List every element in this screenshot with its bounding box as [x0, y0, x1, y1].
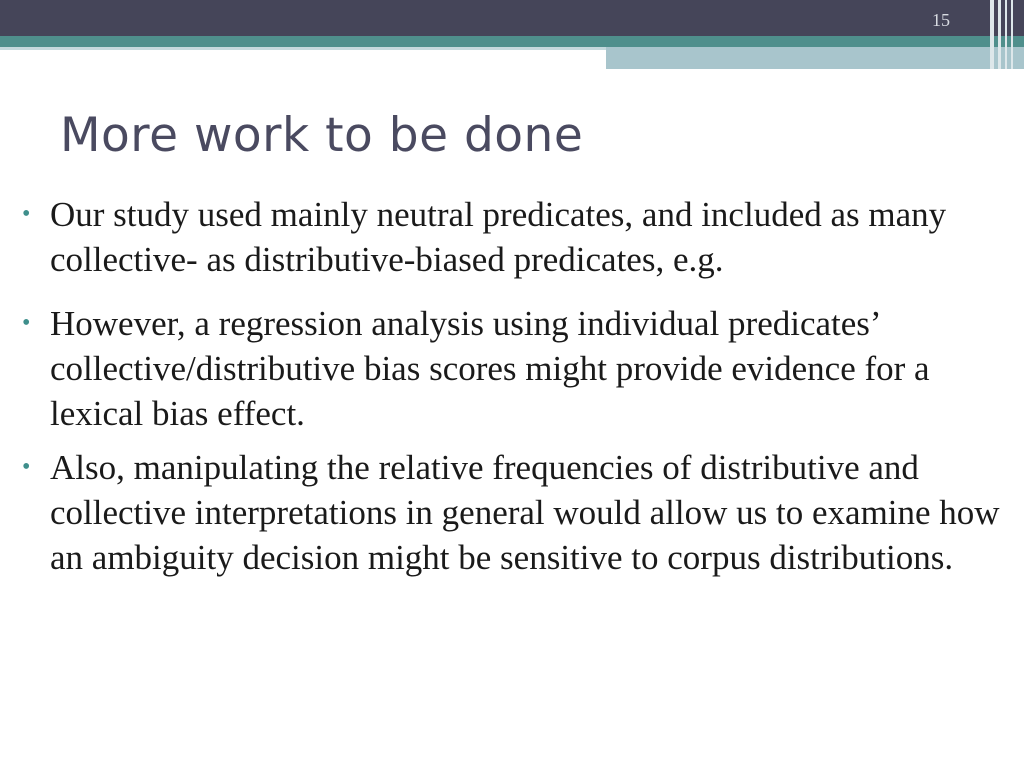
slide-number: 15 [932, 10, 950, 30]
bullet-list [22, 192, 1012, 580]
decorative-stripe [1011, 0, 1013, 69]
bullet-text: Also, manipulating the relative frequencies of distributive and collective interpretations in general would allow us to examine how an ambiguity decision might be sensitive to corpus distributions. [50, 448, 1000, 577]
header-light-bar [606, 47, 1024, 69]
bullet-icon: • [22, 201, 31, 227]
bullet-text: Our study used mainly neutral predicates, and included as many collective- as distributive-biased predicates, e.g. [50, 195, 947, 279]
decorative-stripe [998, 0, 1001, 69]
list-item [22, 445, 1012, 580]
header-teal-bar [0, 36, 1024, 47]
list-item [22, 192, 1012, 282]
bullet-text: However, a regression analysis using individual predicates’ collective/distributive bias scores might provide evidence for a lexical bias effect. [50, 304, 930, 433]
bullet-icon: • [22, 454, 31, 480]
list-item [22, 301, 1012, 436]
decorative-stripe [1005, 0, 1007, 69]
header-dark-bar [0, 0, 1024, 36]
header-thin-line [0, 47, 606, 50]
bullet-icon: • [22, 310, 31, 336]
slide-title: More work to be done [60, 108, 584, 163]
decorative-stripe [990, 0, 994, 69]
